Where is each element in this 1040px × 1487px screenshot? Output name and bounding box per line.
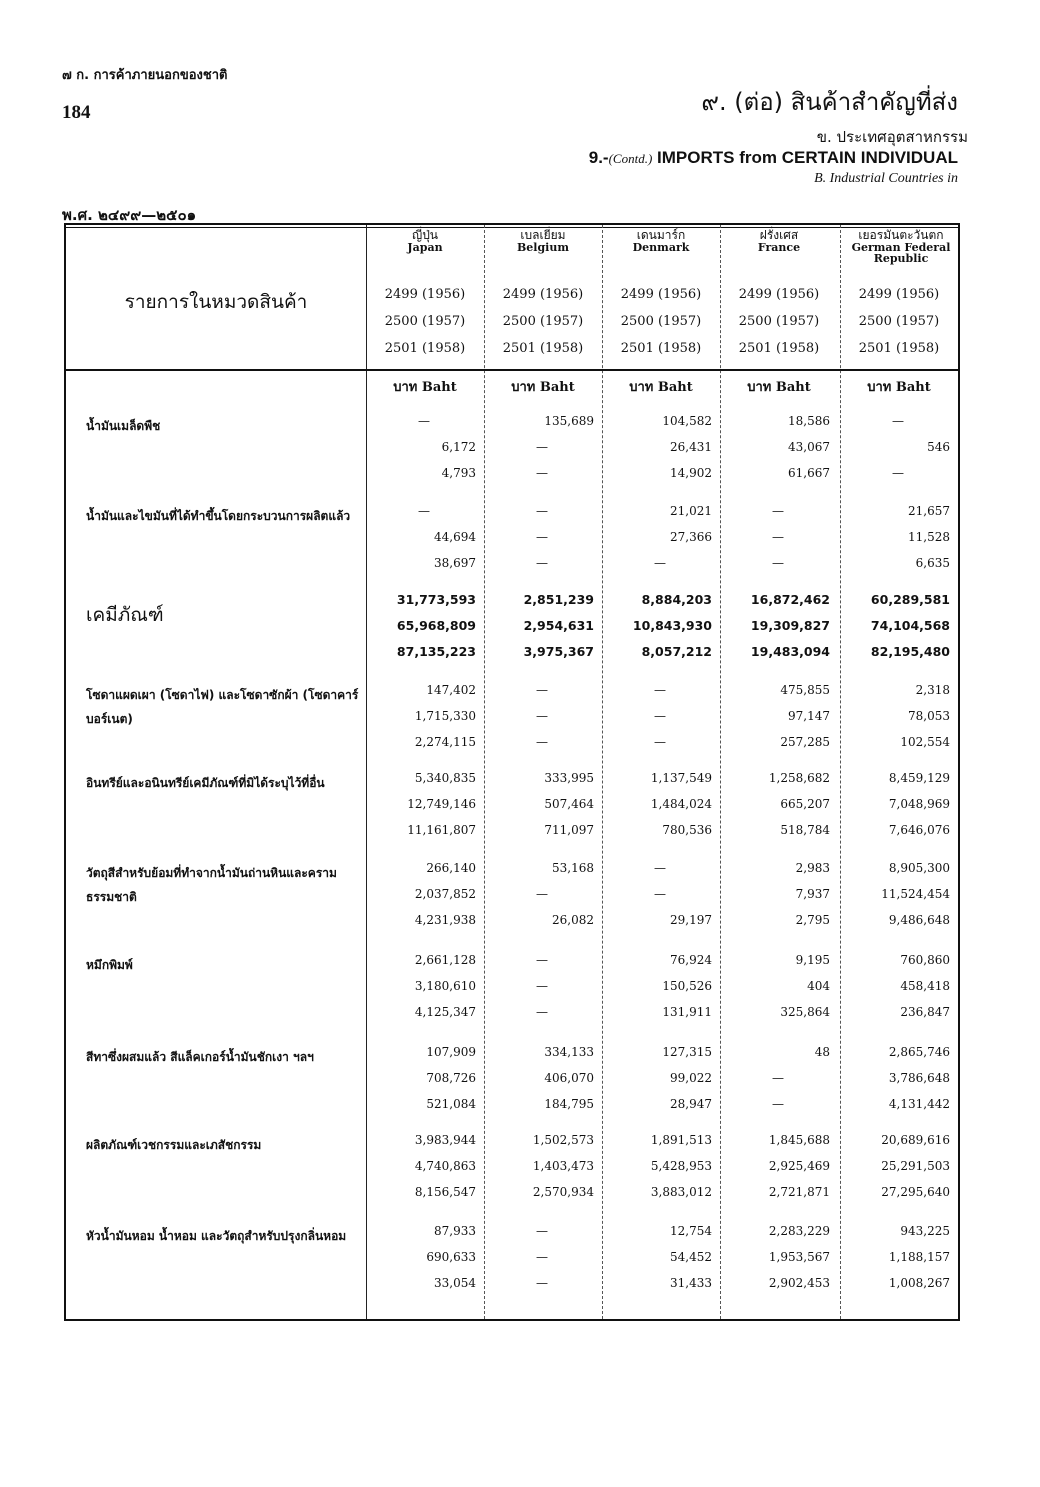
table-cell: 18,586 — [788, 414, 830, 428]
table-cell: — — [654, 556, 666, 570]
year-label: 2501 (1958) — [502, 341, 584, 356]
table-cell: — — [536, 953, 548, 967]
table-cell: 33,054 — [434, 1276, 476, 1290]
table-cell: — — [536, 735, 548, 749]
column-header-english: Denmark — [632, 240, 690, 254]
row-label: โซดาแผดเผา (โซดาไฟ) และโซดาซักผ้า (โซดาคาร์บอร์เนต) — [86, 688, 359, 726]
table-cell: 107,909 — [426, 1045, 476, 1059]
table-cell: 76,924 — [670, 953, 712, 967]
table-cell: — — [654, 735, 666, 749]
table-cell: 1,953,567 — [768, 1250, 830, 1264]
row-label: ผลิตภัณฑ์เวชกรรมและเภสัชกรรม — [86, 1138, 262, 1152]
table-cell: 1,188,157 — [888, 1250, 950, 1264]
table-cell: 60,289,581 — [870, 592, 950, 607]
table-cell: 31,773,593 — [396, 592, 476, 607]
header-rule — [66, 369, 958, 371]
table-cell: 4,740,863 — [414, 1159, 476, 1173]
table-cell: — — [536, 683, 548, 697]
title-contd: (Contd.) — [608, 151, 653, 166]
table-cell: 10,843,930 — [632, 618, 712, 633]
row-label: น้ำมันและไขมันที่ได้ทำขึ้นโดยกระบวนการผลิตแล้ว — [86, 509, 351, 523]
row-label: วัตถุสีสำหรับย้อมที่ทำจากน้ำมันถ่านหินและครามธรรมชาติ — [86, 866, 337, 904]
section-heading: ๗ ก. การค้าภายนอกของชาติ — [62, 68, 228, 83]
table-cell: 16,872,462 — [750, 592, 830, 607]
table-cell: — — [654, 887, 666, 901]
column-header — [840, 229, 962, 265]
table-cell: — — [536, 709, 548, 723]
table-cell: 1,845,688 — [768, 1133, 830, 1147]
table-cell: 11,528 — [908, 530, 950, 544]
year-label: 2501 (1958) — [738, 341, 820, 356]
table-cell: 1,137,549 — [650, 771, 712, 785]
year-label: 2499 (1956) — [502, 287, 584, 302]
table-cell: 521,084 — [426, 1097, 476, 1111]
table-cell: 127,315 — [662, 1045, 712, 1059]
table-cell: 27,295,640 — [881, 1185, 950, 1199]
table-cell: 507,464 — [544, 797, 594, 811]
table-cell: 28,947 — [670, 1097, 712, 1111]
table-cell: 475,855 — [780, 683, 830, 697]
table-cell: 8,905,300 — [888, 861, 950, 875]
table-cell: — — [772, 1097, 784, 1111]
table-cell: 87,135,223 — [396, 644, 476, 659]
table-cell: 26,431 — [670, 440, 712, 454]
table-cell: 8,057,212 — [641, 644, 712, 659]
table-cell: — — [536, 1224, 548, 1238]
column-header — [720, 229, 838, 253]
table-cell: 104,582 — [662, 414, 712, 428]
table-cell: 518,784 — [780, 823, 830, 837]
table-cell: 458,418 — [900, 979, 950, 993]
table-cell: 7,937 — [795, 887, 830, 901]
table-cell: 2,721,871 — [768, 1185, 830, 1199]
table-cell: 2,661,128 — [414, 953, 476, 967]
table-cell: 29,197 — [670, 913, 712, 927]
table-cell: 8,156,547 — [414, 1185, 476, 1199]
column-header-thai: ญี่ปุ่น — [411, 228, 439, 242]
table-cell: 2,570,934 — [532, 1185, 594, 1199]
table-cell: 333,995 — [544, 771, 594, 785]
table-cell: — — [772, 504, 784, 518]
year-label: 2500 (1957) — [858, 314, 940, 329]
year-label: 2501 (1958) — [858, 341, 940, 356]
year-label: 2499 (1956) — [738, 287, 820, 302]
table-cell: 102,554 — [900, 735, 950, 749]
column-header-thai: เบลเยี่ยม — [520, 228, 566, 242]
table-cell: 1,502,573 — [532, 1133, 594, 1147]
table-cell: 19,309,827 — [750, 618, 830, 633]
column-header-thai: ฝรั่งเศส — [759, 228, 799, 242]
table-cell: — — [892, 414, 904, 428]
table-cell: — — [418, 504, 430, 518]
page-number: 184 — [62, 102, 91, 123]
table-cell: 25,291,503 — [881, 1159, 950, 1173]
table-cell: 406,070 — [544, 1071, 594, 1085]
column-header-thai: เยอรมันตะวันตก — [858, 228, 944, 242]
table-cell: 5,340,835 — [414, 771, 476, 785]
table-cell: 1,715,330 — [414, 709, 476, 723]
table-cell: — — [536, 979, 548, 993]
table-cell: 2,954,631 — [523, 618, 594, 633]
table-cell: 2,925,469 — [768, 1159, 830, 1173]
table-cell: 1,403,473 — [532, 1159, 594, 1173]
table-cell: 404 — [807, 979, 830, 993]
table-cell: 31,433 — [670, 1276, 712, 1290]
table-cell: 5,428,953 — [650, 1159, 712, 1173]
row-label: หัวน้ำมันหอม น้ำหอม และวัตถุสำหรับปรุงกลิ่นหอม — [86, 1229, 347, 1243]
row-label: หมึกพิมพ์ — [86, 958, 133, 972]
table-cell: 2,283,229 — [768, 1224, 830, 1238]
table-cell: 665,207 — [780, 797, 830, 811]
year-label: 2500 (1957) — [738, 314, 820, 329]
year-label: 2501 (1958) — [384, 341, 466, 356]
table-cell: 4,793 — [441, 466, 476, 480]
table-cell: — — [892, 466, 904, 480]
table-cell: — — [654, 861, 666, 875]
year-label: 2501 (1958) — [620, 341, 702, 356]
year-label: 2499 (1956) — [858, 287, 940, 302]
table-cell: 1,008,267 — [888, 1276, 950, 1290]
table-cell: 7,646,076 — [888, 823, 950, 837]
table-cell: 27,366 — [670, 530, 712, 544]
table-cell: 711,097 — [544, 823, 594, 837]
table-cell: 135,689 — [544, 414, 594, 428]
table-cell: — — [536, 466, 548, 480]
table-cell: 11,524,454 — [881, 887, 950, 901]
table-cell: — — [536, 887, 548, 901]
table-cell: 6,172 — [441, 440, 476, 454]
column-header — [366, 229, 484, 253]
table-cell: 4,131,442 — [888, 1097, 950, 1111]
title-number: 9.- — [588, 148, 609, 167]
column-header-english: Japan — [407, 240, 443, 254]
unit-label: บาท Baht — [747, 380, 811, 395]
table-cell: 2,318 — [915, 683, 950, 697]
table-cell: 53,168 — [552, 861, 594, 875]
table-cell: 1,484,024 — [650, 797, 712, 811]
table-cell: 9,486,648 — [888, 913, 950, 927]
table-cell: 9,195 — [795, 953, 830, 967]
table-cell: 2,851,239 — [523, 592, 594, 607]
year-label: 2500 (1957) — [502, 314, 584, 329]
table-cell: 257,285 — [780, 735, 830, 749]
table-cell: 760,860 — [900, 953, 950, 967]
table-cell: — — [536, 504, 548, 518]
table-cell: — — [418, 414, 430, 428]
period-label: พ.ศ. ๒๔๙๙—๒๕๐๑ — [62, 206, 197, 224]
table-cell: 780,536 — [662, 823, 712, 837]
unit-label: บาท Baht — [393, 380, 457, 395]
year-label: 2500 (1957) — [384, 314, 466, 329]
table-cell: — — [536, 530, 548, 544]
row-label: อินทรีย์และอนินทรีย์เคมีภัณฑ์ที่มิได้ระบุไว้ที่อื่น — [86, 776, 325, 790]
table-cell: 38,697 — [434, 556, 476, 570]
table-cell: 12,749,146 — [407, 797, 476, 811]
table-cell: 43,067 — [788, 440, 830, 454]
year-label: 2499 (1956) — [384, 287, 466, 302]
table-cell: 147,402 — [426, 683, 476, 697]
table-cell: 21,021 — [670, 504, 712, 518]
table-cell: 3,975,367 — [523, 644, 594, 659]
table-cell: 1,258,682 — [768, 771, 830, 785]
table-cell: 943,225 — [900, 1224, 950, 1238]
table-cell: — — [654, 683, 666, 697]
table-cell: 65,968,809 — [396, 618, 476, 633]
table-cell: 325,864 — [780, 1005, 830, 1019]
table-cell: 334,133 — [544, 1045, 594, 1059]
table-cell: 44,694 — [434, 530, 476, 544]
table-cell: 3,180,610 — [414, 979, 476, 993]
page-title-english — [589, 148, 958, 168]
column-header-english: Belgium — [517, 240, 569, 254]
table-cell: 7,048,969 — [888, 797, 950, 811]
table-cell: — — [536, 556, 548, 570]
column-header-english: German Federal Republic — [851, 240, 951, 266]
table-cell: 12,754 — [670, 1224, 712, 1238]
table-cell: 2,795 — [795, 913, 830, 927]
table-cell: 2,865,746 — [888, 1045, 950, 1059]
table-cell: 4,231,938 — [414, 913, 476, 927]
table-cell: 3,983,944 — [414, 1133, 476, 1147]
table-cell: 2,274,115 — [414, 735, 476, 749]
table-cell: 4,125,347 — [414, 1005, 476, 1019]
page-subtitle-english: B. Industrial Countries in — [814, 171, 958, 186]
table-cell: 6,635 — [915, 556, 950, 570]
table-cell: 236,847 — [900, 1005, 950, 1019]
table-cell: 266,140 — [426, 861, 476, 875]
table-cell: 87,933 — [434, 1224, 476, 1238]
row-label: เคมีภัณฑ์ — [86, 604, 164, 626]
table-cell: 61,667 — [788, 466, 830, 480]
table-cell: 184,795 — [544, 1097, 594, 1111]
unit-label: บาท Baht — [629, 380, 693, 395]
table-cell: 690,633 — [426, 1250, 476, 1264]
table-cell: 3,883,012 — [650, 1185, 712, 1199]
table-cell: 21,657 — [908, 504, 950, 518]
table-cell: 26,082 — [552, 913, 594, 927]
table-cell: 20,689,616 — [881, 1133, 950, 1147]
table-cell: 11,161,807 — [407, 823, 476, 837]
title-text: IMPORTS from CERTAIN INDIVIDUAL — [657, 148, 958, 167]
category-header: รายการในหมวดสินค้า — [124, 291, 308, 313]
column-header — [602, 229, 720, 253]
table-cell: — — [772, 556, 784, 570]
row-label: สีทาซึ่งผสมแล้ว สีแล็คเกอร์น้ำมันชักเงา ฯลฯ — [86, 1050, 314, 1064]
unit-label: บาท Baht — [511, 380, 575, 395]
table-cell: — — [772, 530, 784, 544]
page-subtitle-thai: ข. ประเทศอุตสาหกรรม — [816, 128, 968, 146]
column-header-english: France — [757, 240, 801, 254]
table-cell: 546 — [927, 440, 950, 454]
table-cell: 131,911 — [662, 1005, 712, 1019]
table-cell: 74,104,568 — [870, 618, 950, 633]
year-label: 2500 (1957) — [620, 314, 702, 329]
table-cell: — — [772, 1071, 784, 1085]
table-top-rule — [66, 227, 958, 228]
table-cell: 150,526 — [662, 979, 712, 993]
table-cell: 54,452 — [670, 1250, 712, 1264]
table-cell: 2,037,852 — [414, 887, 476, 901]
data-table — [64, 223, 960, 1321]
table-cell: 708,726 — [426, 1071, 476, 1085]
table-cell: — — [654, 709, 666, 723]
table-cell: 14,902 — [670, 466, 712, 480]
table-cell: 1,891,513 — [650, 1133, 712, 1147]
table-cell: — — [536, 1005, 548, 1019]
table-cell: 8,884,203 — [641, 592, 712, 607]
column-header-thai: เดนมาร์ก — [636, 228, 686, 242]
table-cell: 19,483,094 — [750, 644, 830, 659]
table-cell: 2,902,453 — [768, 1276, 830, 1290]
table-cell: 8,459,129 — [888, 771, 950, 785]
table-cell: — — [536, 440, 548, 454]
column-header — [484, 229, 602, 253]
row-label: น้ำมันเมล็ดพืช — [86, 419, 161, 433]
table-cell: 2,983 — [795, 861, 830, 875]
table-cell: 97,147 — [788, 709, 830, 723]
unit-label: บาท Baht — [867, 380, 931, 395]
table-cell: 82,195,480 — [870, 644, 950, 659]
table-cell: — — [536, 1250, 548, 1264]
year-label: 2499 (1956) — [620, 287, 702, 302]
table-cell: 78,053 — [908, 709, 950, 723]
page-title-thai: ๙. (ต่อ) สินค้าสำคัญที่ส่ง — [701, 88, 958, 116]
table-cell: 99,022 — [670, 1071, 712, 1085]
table-cell: 48 — [814, 1045, 830, 1059]
table-cell: — — [536, 1276, 548, 1290]
table-cell: 3,786,648 — [888, 1071, 950, 1085]
